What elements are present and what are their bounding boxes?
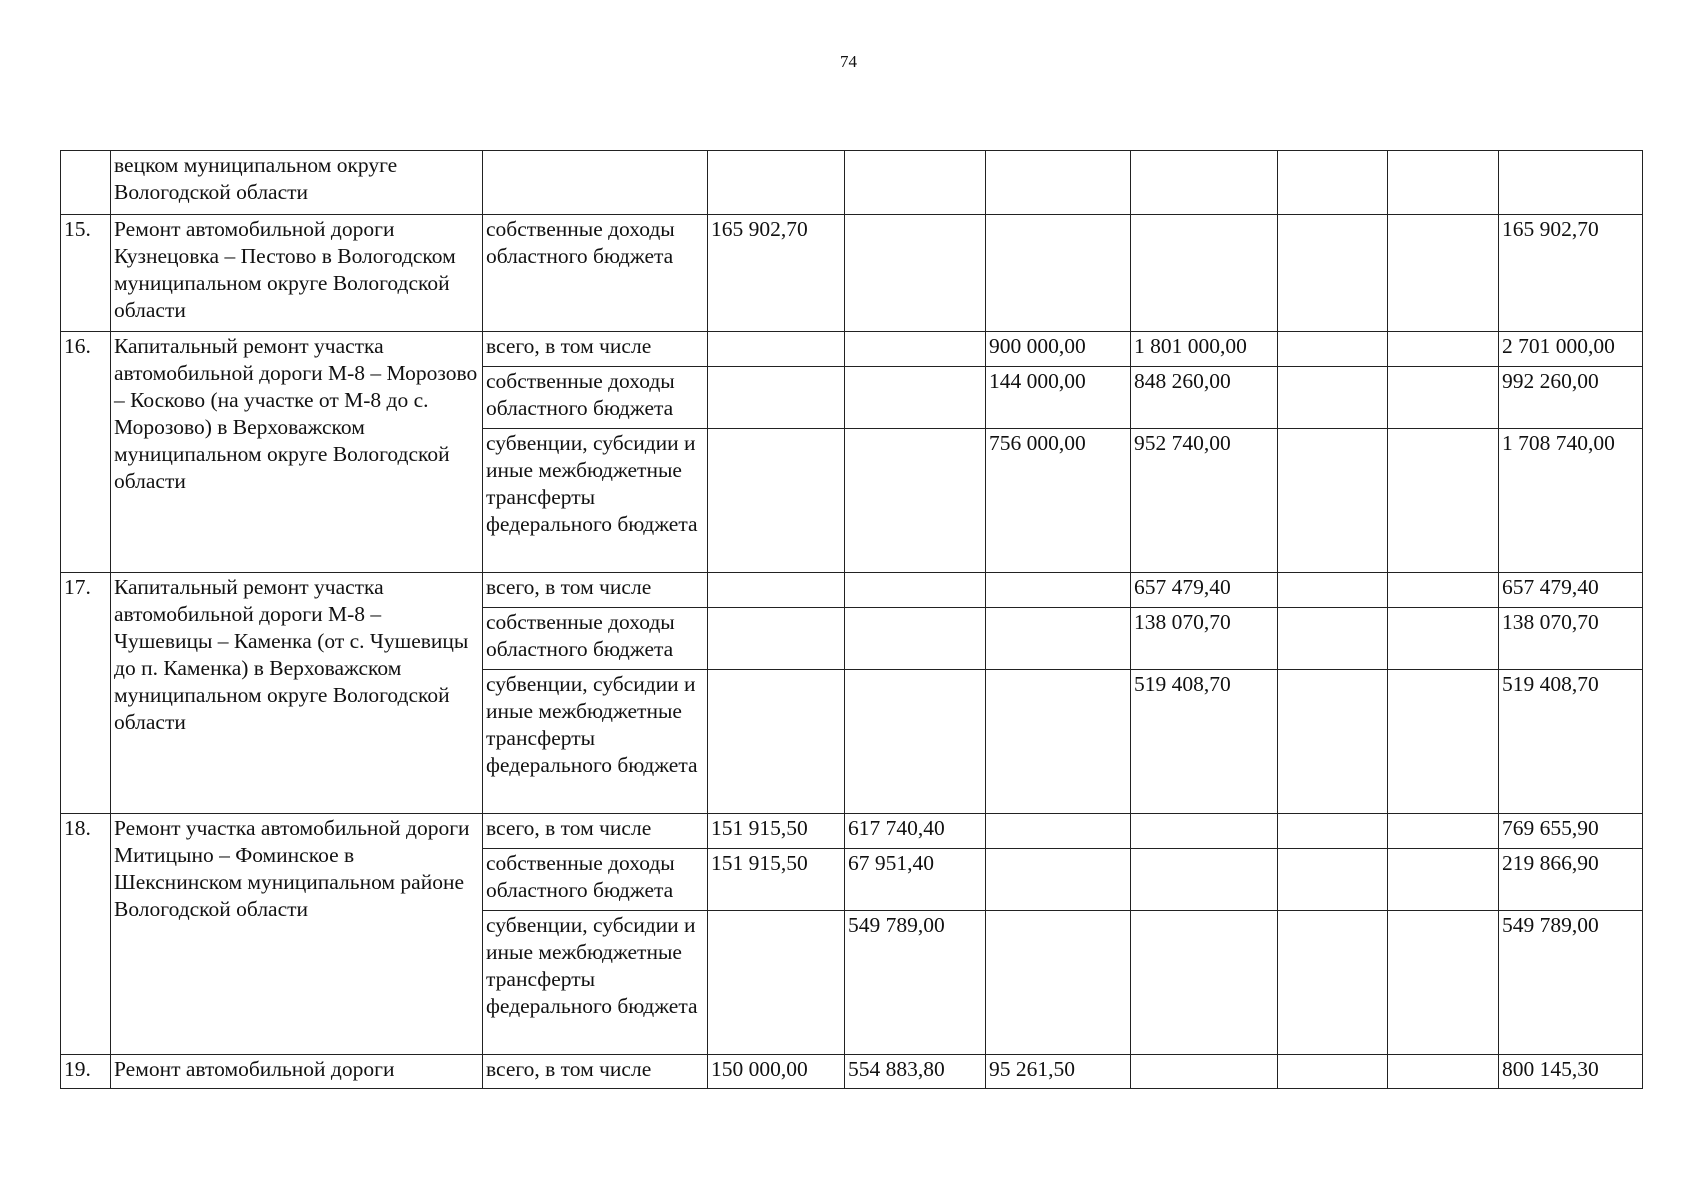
object-name-cell: Капитальный ремонт участка автомобильной дороги М-8 – Морозово – Косково (на участке от М-8 до с. Морозово) в Верховажском муниципальном округе Вологодской области — [111, 332, 483, 573]
amount-cell — [986, 573, 1131, 608]
table-row — [61, 215, 1643, 332]
amount-cell — [1388, 573, 1499, 608]
amount-cell — [1131, 215, 1278, 332]
total-cell: 657 479,40 — [1499, 573, 1643, 608]
amount-cell — [845, 332, 986, 367]
page-number: 74 — [840, 52, 857, 71]
amount-cell — [1278, 429, 1388, 573]
amount-cell — [708, 429, 845, 573]
table-row — [61, 151, 1643, 215]
amount-cell — [1131, 1055, 1278, 1089]
amount-cell — [1388, 911, 1499, 1055]
object-name-cell: вецком муниципальном округе Вологодской области — [111, 151, 483, 215]
amount-cell: 151 915,50 — [708, 849, 845, 911]
amount-cell — [1131, 911, 1278, 1055]
total-cell: 549 789,00 — [1499, 911, 1643, 1055]
amount-cell — [1278, 332, 1388, 367]
amount-cell: 138 070,70 — [1131, 608, 1278, 670]
amount-cell — [1278, 151, 1388, 215]
amount-cell — [1278, 670, 1388, 814]
funding-source-cell: собственные доходы областного бюджета — [483, 608, 708, 670]
amount-cell — [845, 367, 986, 429]
table-row — [61, 573, 1643, 608]
amount-cell — [1278, 367, 1388, 429]
table-row — [61, 814, 1643, 849]
amount-cell — [986, 151, 1131, 215]
total-cell — [1499, 151, 1643, 215]
amount-cell — [1388, 608, 1499, 670]
object-name-cell: Ремонт автомобильной дороги Кузнецовка – Пестово в Вологодском муниципальном округе Вологодской области — [111, 215, 483, 332]
row-number-cell: 17. — [61, 573, 111, 814]
amount-cell — [1278, 814, 1388, 849]
amount-cell: 165 902,70 — [708, 215, 845, 332]
amount-cell — [1388, 429, 1499, 573]
amount-cell — [1388, 215, 1499, 332]
amount-cell: 67 951,40 — [845, 849, 986, 911]
object-name-cell: Ремонт автомобильной дороги — [111, 1055, 483, 1089]
amount-cell: 554 883,80 — [845, 1055, 986, 1089]
amount-cell — [986, 215, 1131, 332]
amount-cell — [845, 608, 986, 670]
amount-cell — [986, 608, 1131, 670]
amount-cell: 657 479,40 — [1131, 573, 1278, 608]
amount-cell: 952 740,00 — [1131, 429, 1278, 573]
amount-cell: 144 000,00 — [986, 367, 1131, 429]
row-number-cell: 18. — [61, 814, 111, 1055]
amount-cell: 151 915,50 — [708, 814, 845, 849]
funding-source-cell — [483, 151, 708, 215]
amount-cell — [708, 608, 845, 670]
total-cell: 165 902,70 — [1499, 215, 1643, 332]
amount-cell — [708, 367, 845, 429]
budget-table — [60, 150, 1643, 1089]
row-number-cell: 16. — [61, 332, 111, 573]
row-number-cell: 15. — [61, 215, 111, 332]
funding-source-cell: всего, в том числе — [483, 1055, 708, 1089]
amount-cell — [1388, 151, 1499, 215]
amount-cell — [845, 429, 986, 573]
amount-cell — [986, 670, 1131, 814]
amount-cell — [845, 573, 986, 608]
amount-cell — [1278, 1055, 1388, 1089]
amount-cell — [1388, 367, 1499, 429]
row-number-cell: 19. — [61, 1055, 111, 1089]
funding-source-cell: собственные доходы областного бюджета — [483, 367, 708, 429]
total-cell: 800 145,30 — [1499, 1055, 1643, 1089]
table-row — [61, 332, 1643, 367]
amount-cell — [1278, 573, 1388, 608]
funding-source-cell: всего, в том числе — [483, 332, 708, 367]
amount-cell: 756 000,00 — [986, 429, 1131, 573]
total-cell: 138 070,70 — [1499, 608, 1643, 670]
funding-source-cell: всего, в том числе — [483, 814, 708, 849]
total-cell: 219 866,90 — [1499, 849, 1643, 911]
amount-cell — [1388, 1055, 1499, 1089]
amount-cell — [1278, 911, 1388, 1055]
amount-cell — [1388, 814, 1499, 849]
amount-cell — [845, 670, 986, 814]
amount-cell — [1278, 849, 1388, 911]
row-number-cell — [61, 151, 111, 215]
total-cell: 992 260,00 — [1499, 367, 1643, 429]
amount-cell: 617 740,40 — [845, 814, 986, 849]
total-cell: 2 701 000,00 — [1499, 332, 1643, 367]
amount-cell: 95 261,50 — [986, 1055, 1131, 1089]
amount-cell: 150 000,00 — [708, 1055, 845, 1089]
amount-cell — [1388, 332, 1499, 367]
amount-cell — [845, 151, 986, 215]
amount-cell: 549 789,00 — [845, 911, 986, 1055]
amount-cell: 848 260,00 — [1131, 367, 1278, 429]
amount-cell — [708, 573, 845, 608]
amount-cell — [1131, 814, 1278, 849]
amount-cell: 1 801 000,00 — [1131, 332, 1278, 367]
total-cell: 519 408,70 — [1499, 670, 1643, 814]
funding-source-cell: всего, в том числе — [483, 573, 708, 608]
amount-cell — [845, 215, 986, 332]
funding-source-cell: собственные доходы областного бюджета — [483, 849, 708, 911]
object-name-cell: Ремонт участка автомобильной дороги Митицыно – Фоминское в Шекснинском муниципальном районе Вологодской области — [111, 814, 483, 1055]
amount-cell: 900 000,00 — [986, 332, 1131, 367]
amount-cell — [1388, 670, 1499, 814]
amount-cell — [1278, 608, 1388, 670]
amount-cell — [708, 332, 845, 367]
funding-source-cell: собственные доходы областного бюджета — [483, 215, 708, 332]
amount-cell — [1131, 151, 1278, 215]
table-row — [61, 1055, 1643, 1089]
object-name-cell: Капитальный ремонт участка автомобильной дороги М-8 – Чушевицы – Каменка (от с. Чушевицы до п. Каменка) в Верховажском муниципальном округе Вологодской области — [111, 573, 483, 814]
amount-cell — [986, 849, 1131, 911]
funding-source-cell: субвенции, субсидии и иные межбюджетные трансферты федерального бюджета — [483, 670, 708, 814]
amount-cell — [708, 670, 845, 814]
amount-cell: 519 408,70 — [1131, 670, 1278, 814]
amount-cell — [986, 911, 1131, 1055]
amount-cell — [708, 911, 845, 1055]
amount-cell — [1278, 215, 1388, 332]
funding-source-cell: субвенции, субсидии и иные межбюджетные трансферты федерального бюджета — [483, 911, 708, 1055]
amount-cell — [1388, 849, 1499, 911]
total-cell: 769 655,90 — [1499, 814, 1643, 849]
total-cell: 1 708 740,00 — [1499, 429, 1643, 573]
amount-cell — [986, 814, 1131, 849]
amount-cell — [708, 151, 845, 215]
amount-cell — [1131, 849, 1278, 911]
funding-source-cell: субвенции, субсидии и иные межбюджетные трансферты федерального бюджета — [483, 429, 708, 573]
